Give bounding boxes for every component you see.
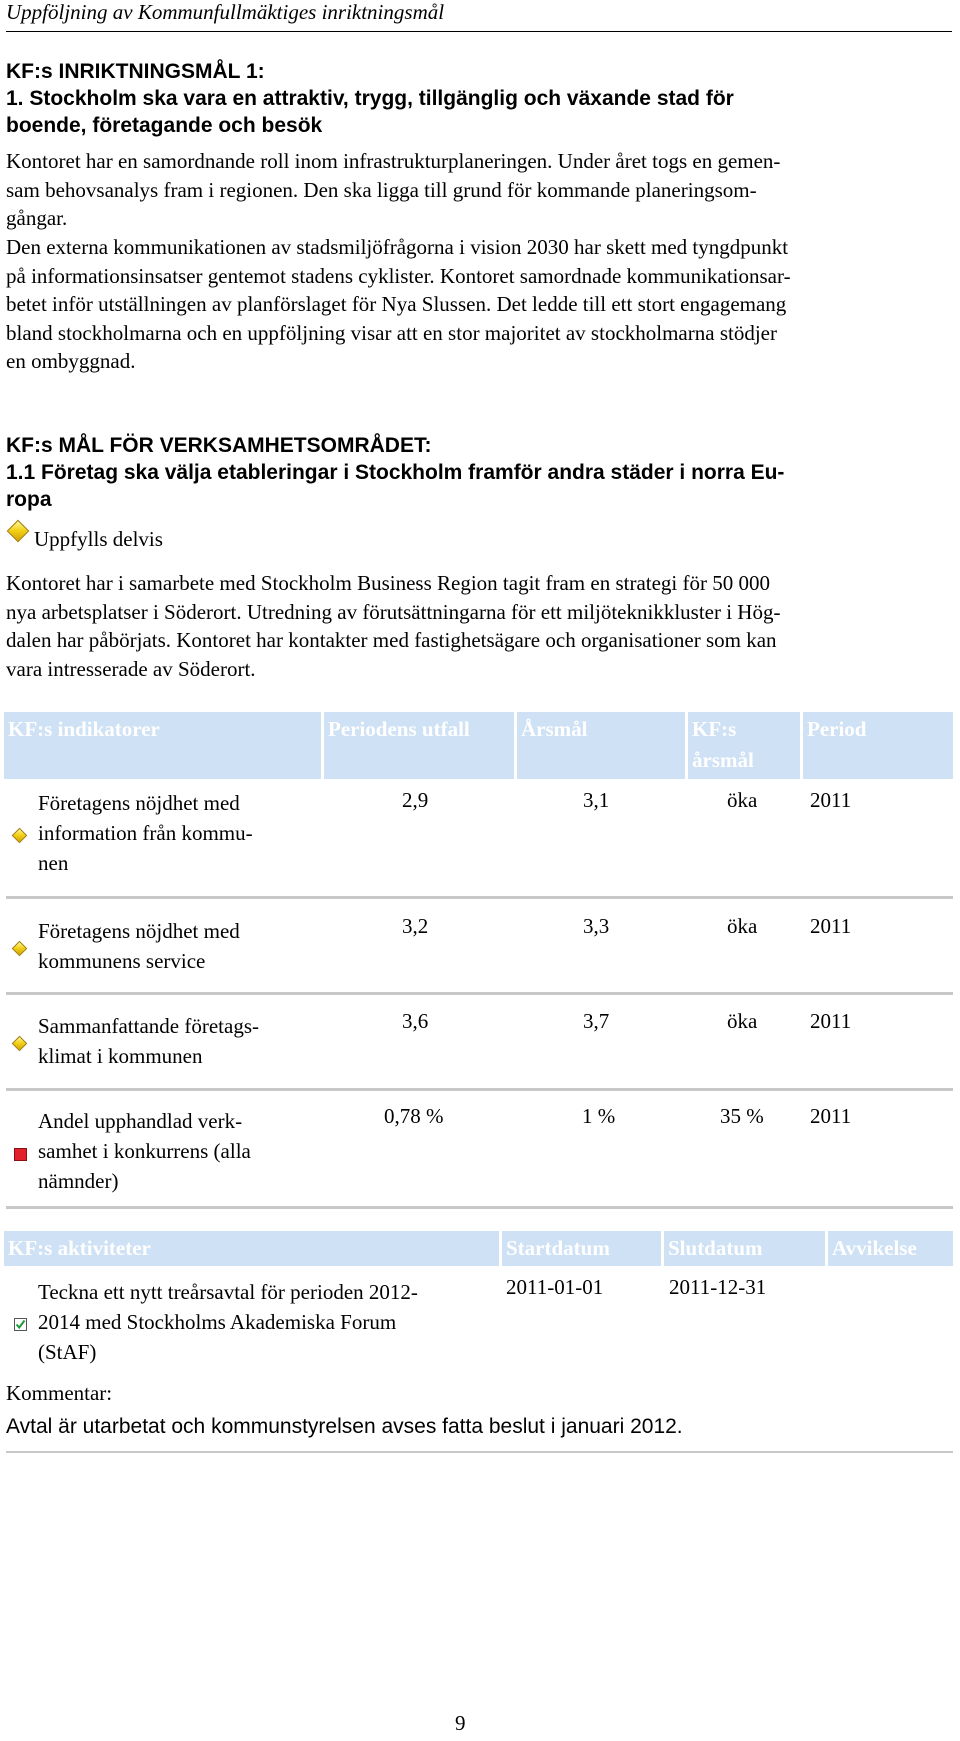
paragraph-line: gångar.: [6, 206, 68, 230]
paragraph-line: dalen har påbörjats. Kontoret har kontakter med fastighetsägare och organisationer som kan: [6, 628, 777, 652]
paragraph-line: på informationsinsatser gentemot stadens cyklister. Kontoret samordnade kommunikationsar-: [6, 263, 791, 288]
activities-header-start: Startdatum: [502, 1231, 661, 1266]
header-divider: [6, 31, 952, 32]
paragraph-line: Kontoret har i samarbete med Stockholm Business Region tagit fram en strategi för 50 000: [6, 571, 770, 595]
indicator-label: Sammanfattande företags- klimat i kommunen: [38, 1014, 259, 1068]
area-goal-heading-line: ropa: [6, 488, 52, 511]
area-goal-heading-line: KF:s MÅL FÖR VERKSAMHETSOMRÅDET:: [6, 434, 432, 457]
page-number: 9: [455, 1711, 466, 1735]
indicator-period: 2011: [810, 1104, 852, 1128]
indicator-outcome: 0,78 %: [384, 1104, 444, 1128]
goal-heading-line: boende, företagande och besök: [6, 114, 323, 137]
indicator-target: 3,7: [583, 1009, 610, 1033]
paragraph-line: Den externa kommunikationen av stadsmiljöfrågorna i vision 2030 har skett med tyngdpunkt: [6, 235, 789, 259]
indicator-kf-target: öka: [727, 788, 758, 812]
comment-label: Kommentar:: [6, 1381, 113, 1405]
activities-header-end: Slutdatum: [664, 1231, 825, 1266]
row-divider: [6, 896, 953, 899]
goal-heading-line: KF:s INRIKTNINGSMÅL 1:: [6, 60, 265, 83]
indicator-period: 2011: [810, 788, 852, 812]
paragraph-business-region: [6, 569, 780, 683]
indicator-period: 2011: [810, 914, 852, 938]
document-header-title: Uppföljning av Kommunfullmäktiges inriktningsmål: [6, 0, 445, 24]
paragraph-line: vara intresserade av Söderort.: [6, 656, 256, 681]
row-divider: [6, 992, 953, 995]
yellow-diamond-icon: [14, 1038, 25, 1049]
paragraph-line: bland stockholmarna och en uppföljning visar att en stor majoritet av stockholmarna stödjer: [6, 320, 777, 345]
paragraph-infrastructure: [6, 147, 780, 233]
indicator-period: 2011: [810, 1009, 852, 1033]
activity-start-date: 2011-01-01: [506, 1275, 604, 1299]
indicator-label: Andel upphandlad verk- samhet i konkurrens (alla nämnder): [38, 1109, 251, 1193]
comment-text: Avtal är utarbetat och kommunstyrelsen avses fatta beslut i januari 2012.: [6, 1415, 683, 1438]
row-divider: [6, 1088, 953, 1091]
checkbox-checked-icon: [14, 1318, 27, 1336]
paragraph-communication: [6, 233, 791, 376]
goal-heading: [6, 58, 734, 139]
indicator-target: 3,1: [583, 788, 610, 812]
area-goal-heading: [6, 432, 784, 513]
indicators-header-target: Årsmål: [517, 712, 685, 779]
activity-end-date: 2011-12-31: [669, 1275, 767, 1299]
indicators-header-outcome: Periodens utfall: [324, 712, 514, 779]
indicator-target: 1 %: [582, 1104, 616, 1128]
paragraph-line: sam behovsanalys fram i regionen. Den ska ligga till grund för kommande planeringsom-: [6, 177, 757, 202]
paragraph-line: en ombyggnad.: [6, 349, 136, 373]
paragraph-line: betet inför utställningen av planförslaget för Nya Slussen. Det ledde till ett stort engagemang: [6, 292, 787, 316]
indicator-kf-target: 35 %: [720, 1104, 764, 1128]
goal-heading-line: 1. Stockholm ska vara en attraktiv, trygg, tillgänglig och växande stad för: [6, 87, 734, 110]
indicator-outcome: 2,9: [402, 788, 429, 812]
indicator-label: Företagens nöjdhet med kommunens service: [38, 919, 240, 973]
paragraph-line: Kontoret har en samordnande roll inom infrastrukturplaneringen. Under året togs en gemen-: [6, 149, 781, 173]
paragraph-line: nya arbetsplatser i Söderort. Utredning av förutsättningarna för ett miljöteknikkluster i Hög-: [6, 599, 781, 624]
area-goal-heading-line: 1.1 Företag ska välja etableringar i Stockholm framför andra städer i norra Eu-: [6, 461, 785, 484]
indicator-kf-target: öka: [727, 1009, 758, 1033]
indicator-label: Företagens nöjdhet med information från kommu- nen: [38, 791, 253, 875]
yellow-diamond-icon: [10, 523, 26, 539]
section-divider: [6, 1451, 953, 1453]
yellow-diamond-icon: [14, 830, 25, 841]
activities-header-activity: KF:s aktiviteter: [4, 1231, 499, 1266]
status-text: Uppfylls delvis: [34, 527, 163, 551]
indicators-header-indicator: KF:s indikatorer: [4, 712, 321, 779]
indicators-header-kf-target: KF:s årsmål: [688, 712, 800, 779]
indicator-kf-target: öka: [727, 914, 758, 938]
row-divider: [6, 1206, 953, 1209]
indicator-outcome: 3,6: [402, 1009, 429, 1033]
indicator-outcome: 3,2: [402, 914, 429, 938]
red-square-icon: [14, 1148, 27, 1161]
indicators-header-period: Period: [803, 712, 953, 779]
indicator-target: 3,3: [583, 914, 610, 938]
activity-label: Teckna ett nytt treårsavtal för perioden 2012- 2014 med Stockholms Akademiska Forum (StAF): [38, 1280, 418, 1364]
yellow-diamond-icon: [14, 943, 25, 954]
activities-header-deviation: Avvikelse: [828, 1231, 953, 1266]
